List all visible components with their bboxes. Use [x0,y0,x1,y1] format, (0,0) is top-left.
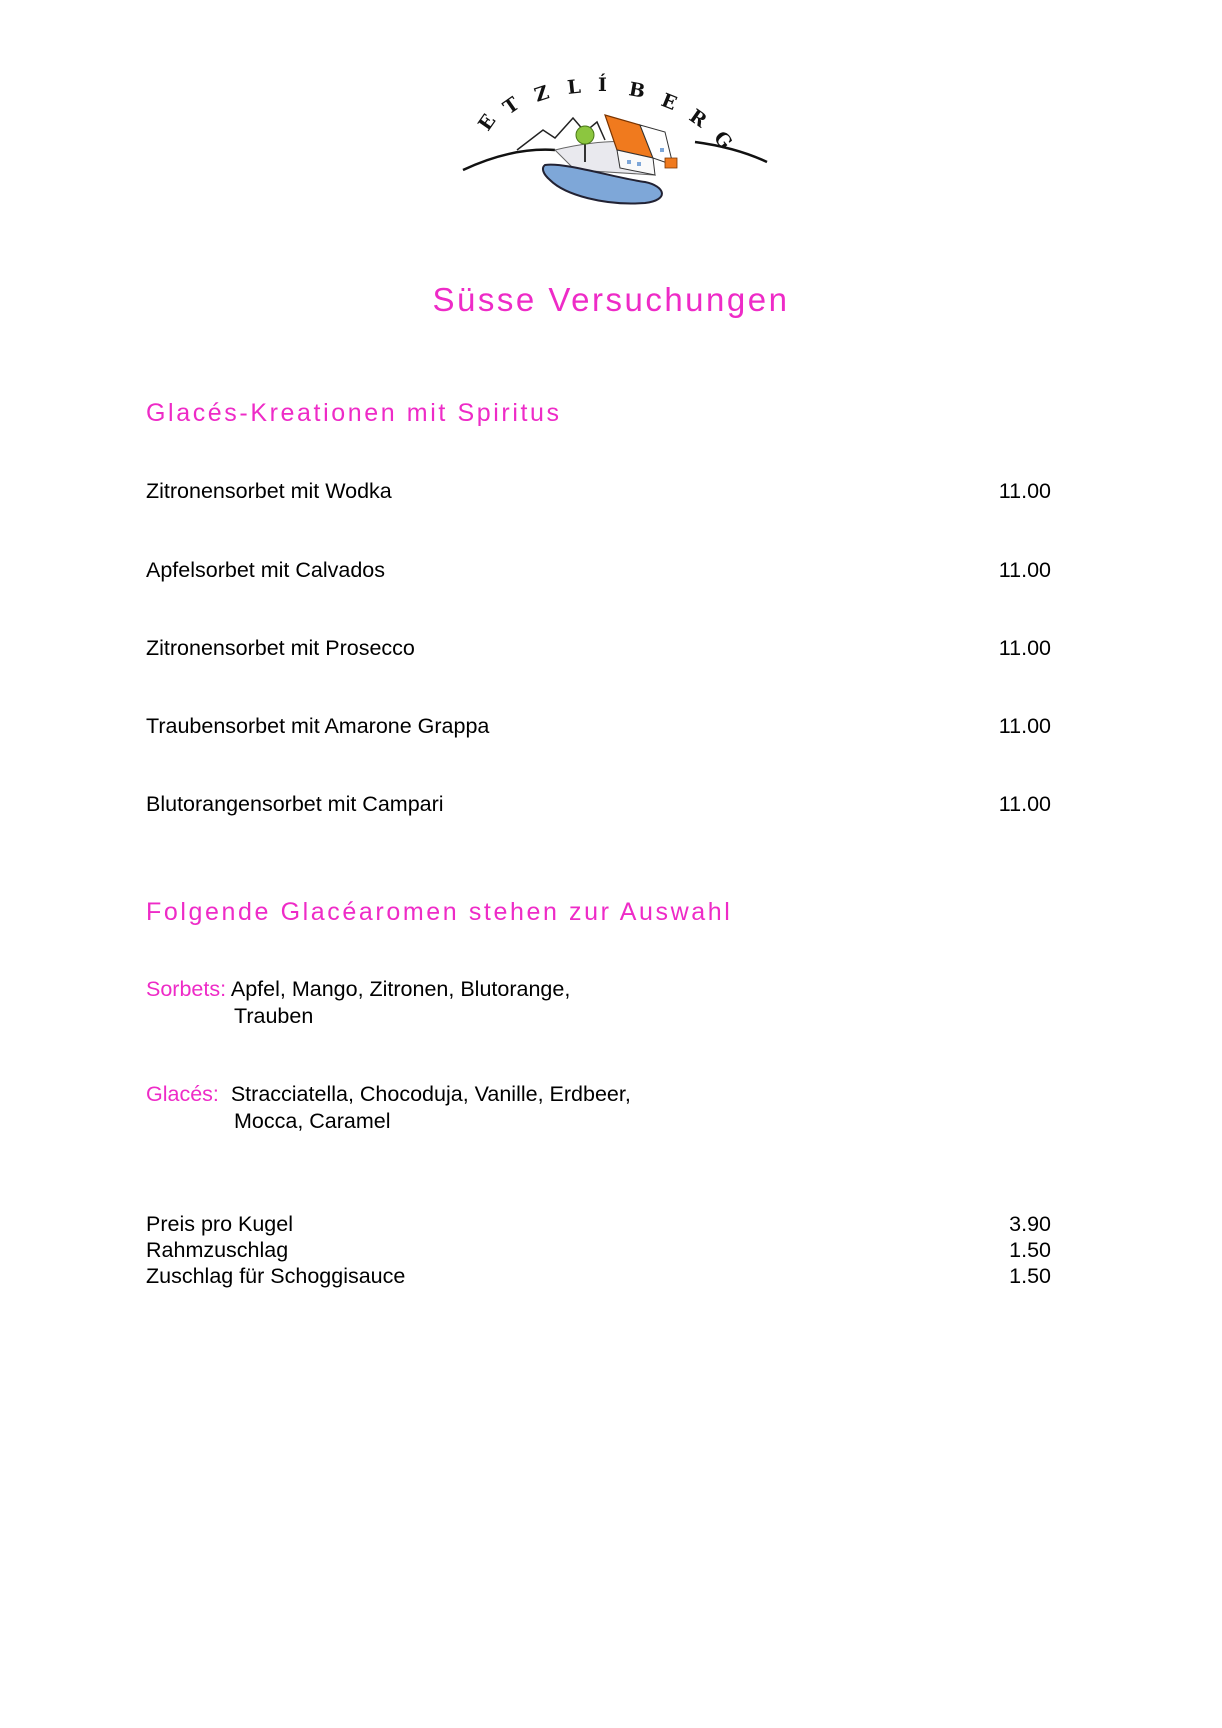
price-list [146,1211,1051,1289]
page-title: Süsse Versuchungen [432,281,790,318]
item-price: 11.00 [998,558,1051,582]
item-name: Apfelsorbet mit Calvados [146,558,385,582]
glaces-label: Glacés: [146,1082,219,1106]
price-name: Zuschlag für Schoggisauce [146,1264,406,1288]
list-item [146,479,1051,504]
svg-text:R: R [685,105,711,133]
list-item [146,792,1051,817]
price-row [146,1211,1051,1237]
etzliberg-logo [455,70,775,220]
svg-text:L: L [566,75,582,99]
glaces-line2: Mocca, Caramel [234,1109,391,1133]
list-item [146,714,1051,739]
section-title-flavors: Folgende Glacéaromen stehen zur Auswahl [146,898,733,926]
price-name: Rahmzuschlag [146,1238,289,1262]
item-price: 11.00 [998,714,1051,738]
price-row [146,1237,1051,1263]
item-price: 11.00 [998,636,1051,660]
item-name: Zitronensorbet mit Wodka [146,479,392,503]
section-title-spirits: Glacés-Kreationen mit Spiritus [146,399,562,427]
glaces-block [146,1081,631,1135]
price-value: 3.90 [1009,1212,1051,1236]
svg-text:T: T [499,92,524,120]
sorbets-label: Sorbets: [146,977,227,1001]
list-item [146,636,1051,661]
sorbets-line2: Trauben [234,1004,314,1028]
item-name: Zitronensorbet mit Prosecco [146,636,415,660]
price-value: 1.50 [1009,1264,1051,1288]
svg-text:E: E [658,89,680,116]
svg-text:G: G [709,127,737,154]
item-name: Traubensorbet mit Amarone Grappa [146,714,490,738]
item-price: 11.00 [998,479,1051,503]
item-price: 11.00 [998,792,1051,816]
glaces-line1: Stracciatella, Chocoduja, Vanille, Erdbeer, [230,1082,631,1106]
price-value: 1.50 [1009,1238,1051,1262]
sorbets-line1: Apfel, Mango, Zitronen, Blutorange, [230,977,571,1001]
price-row [146,1263,1051,1289]
svg-text:Z: Z [531,81,552,107]
item-name: Blutorangensorbet mit Campari [146,792,444,816]
svg-text:E: E [474,110,501,135]
svg-text:B: B [627,78,647,103]
price-name: Preis pro Kugel [146,1212,293,1236]
list-item [146,558,1051,583]
svg-text:Í: Í [598,74,607,96]
sorbets-block [146,976,570,1030]
